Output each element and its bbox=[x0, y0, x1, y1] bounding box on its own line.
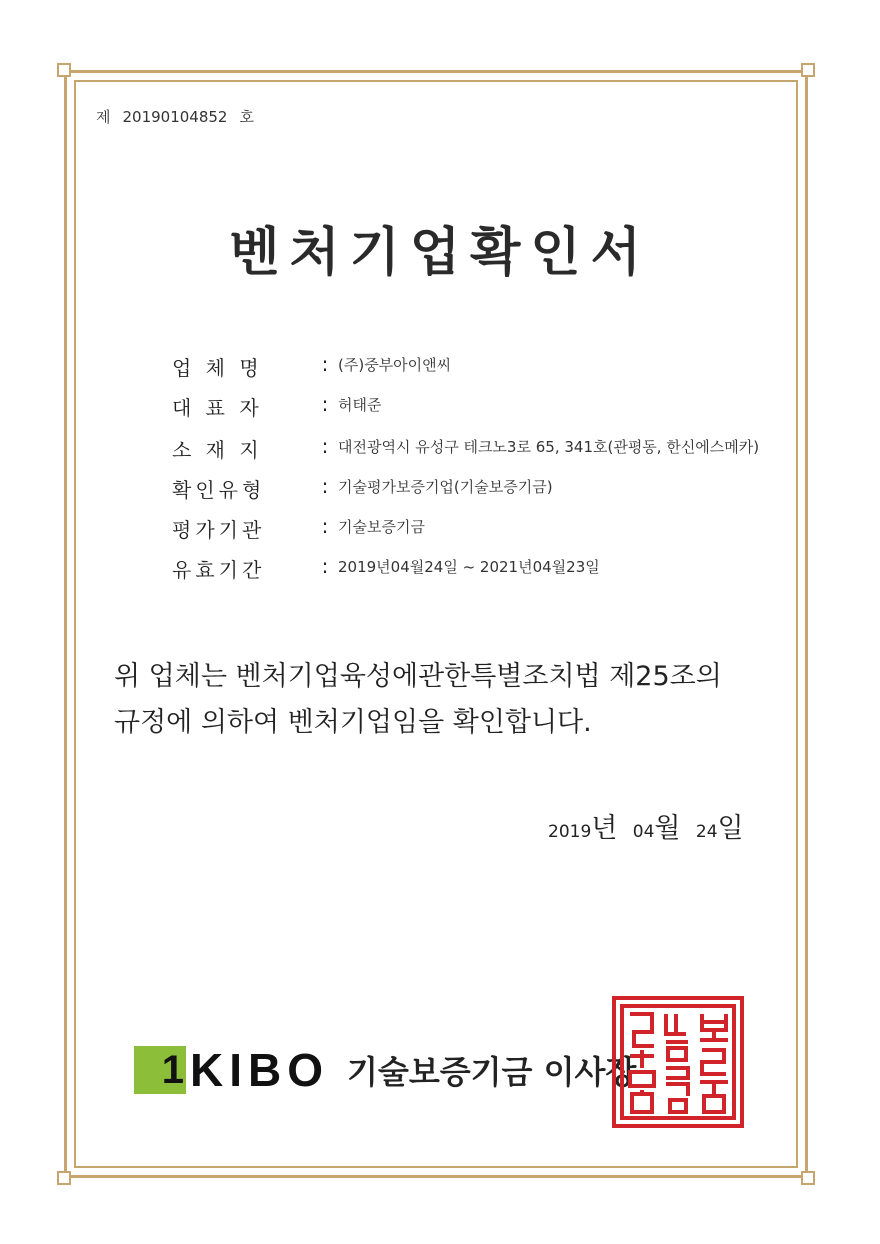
statement-line-1: 위 업체는 벤처기업육성에관한특별조치법 제25조의 bbox=[114, 661, 722, 692]
corner-ornament-br bbox=[801, 1171, 815, 1185]
issue-month: 04 bbox=[632, 822, 655, 842]
certificate-title: 벤처기업확인서 bbox=[229, 223, 651, 283]
month-unit: 월 bbox=[654, 813, 681, 844]
field-label: 소 재 지 bbox=[172, 438, 263, 462]
colon: : bbox=[321, 352, 329, 376]
seal-glyphs bbox=[616, 1000, 740, 1124]
field-label: 업 체 명 bbox=[172, 356, 263, 380]
colon: : bbox=[321, 514, 329, 538]
kibo-logo bbox=[134, 1046, 329, 1094]
official-seal-stamp bbox=[612, 996, 744, 1128]
statement-line-2: 규정에 의하여 벤처기업임을 확인합니다. bbox=[114, 707, 592, 738]
colon: : bbox=[321, 554, 329, 578]
confirmation-statement bbox=[114, 654, 774, 746]
issue-date bbox=[548, 806, 754, 845]
colon: : bbox=[321, 392, 329, 416]
corner-ornament-tl bbox=[57, 63, 71, 77]
issue-day: 24 bbox=[695, 822, 718, 842]
field-label: 유효기간 bbox=[172, 558, 266, 582]
certificate-number bbox=[96, 106, 266, 127]
kibo-logo-mark bbox=[134, 1046, 186, 1094]
field-value: (주)중부아이앤씨 bbox=[338, 356, 452, 374]
kibo-logo-text: KIBO bbox=[190, 1044, 329, 1096]
day-unit: 일 bbox=[717, 813, 744, 844]
field-row-representative bbox=[172, 392, 381, 421]
field-row-validity bbox=[172, 554, 600, 583]
field-value: 기술보증기금 bbox=[338, 518, 425, 536]
corner-ornament-tr bbox=[801, 63, 815, 77]
corner-ornament-bl bbox=[57, 1171, 71, 1185]
field-label: 확인유형 bbox=[172, 478, 266, 502]
field-value: 허태준 bbox=[338, 396, 382, 414]
field-row-type bbox=[172, 474, 553, 503]
field-row-company bbox=[172, 352, 451, 381]
field-value: 대전광역시 유성구 테크노3로 65, 341호(관평동, 한신에스메카) bbox=[338, 438, 760, 456]
kibo-logo-mark-text: 1 bbox=[161, 1048, 184, 1092]
field-value: 2019년04월24일 ~ 2021년04월23일 bbox=[338, 558, 600, 576]
certificate-number-suffix: 호 bbox=[239, 108, 254, 126]
issuer-block bbox=[134, 1046, 636, 1094]
field-value: 기술평가보증기업(기술보증기금) bbox=[338, 478, 553, 496]
colon: : bbox=[321, 474, 329, 498]
field-row-agency bbox=[172, 514, 425, 543]
issue-year: 2019 bbox=[548, 822, 592, 842]
year-unit: 년 bbox=[591, 813, 618, 844]
field-label: 평가기관 bbox=[172, 518, 266, 542]
certificate-number-prefix: 제 bbox=[96, 108, 111, 126]
issuer-name: 기술보증기금 이사장 bbox=[347, 1053, 637, 1091]
certificate-number-value: 20190104852 bbox=[122, 108, 228, 126]
colon: : bbox=[321, 434, 329, 458]
field-label: 대 표 자 bbox=[172, 396, 263, 420]
field-row-address bbox=[172, 434, 778, 463]
